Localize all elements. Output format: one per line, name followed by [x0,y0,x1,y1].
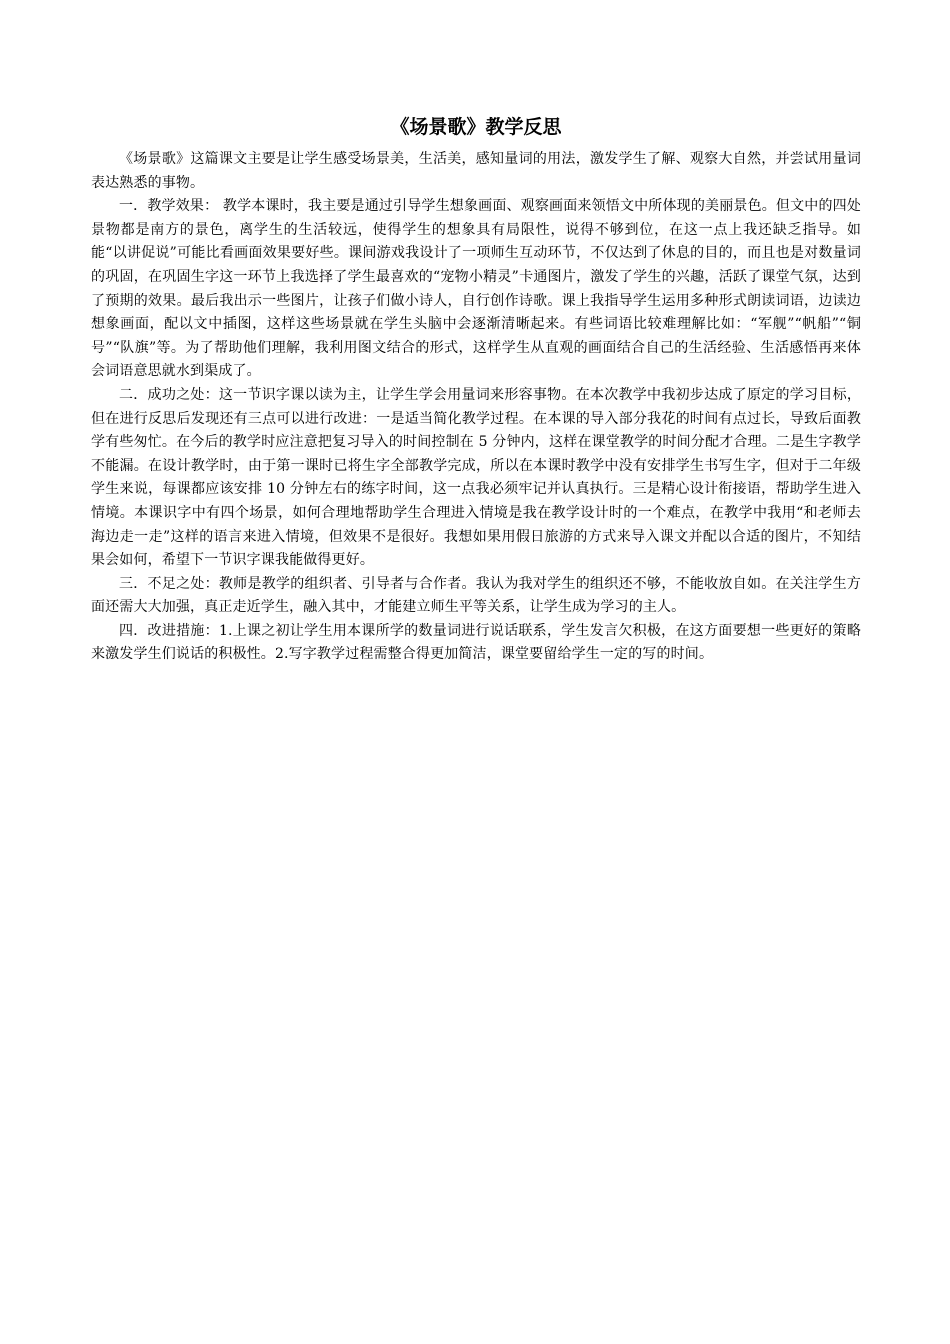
intro-paragraph: 《场景歌》这篇课文主要是让学生感受场景美，生活美，感知量词的用法，激发学生了解、观察大自然，并尝试用量词表达熟悉的事物。 [91,151,861,191]
success-paragraph: 二．成功之处：这一节识字课以读为主，让学生学会用量词来形容事物。在本次教学中我初步达成了原定的学习目标，但在进行反思后发现还有三点可以进行改进：一是适当简化教学过程。在本课的导入部分我花的时间有点过长，导致后面教学有些匆忙。在今后的教学时应注意把复习导入的时间控制在 5 分钟内，这样在课堂教学的时间分配才合理。二是生字教学不能漏。在设计教学时，由于第一课时已将生字全部教学完成，所以在本课时教学中没有安排学生书写生字，但对于二年级学生来说，每课都应该安排 10 分钟左右的练字时间，这一点我必须牢记并认真执行。三是精心设计衔接语，帮助学生进入情境。本课识字中有四个场景，如何合理地帮助学生合理进入情境是我在教学设计时的一个难点，在教学中我用“和老师去海边走一走”这样的语言来进入情境，但效果不是很好。我想如果用假日旅游的方式来导入课文并配以合适的图片，不知结果会如何，希望下一节识字课我能做得更好。 [91,386,861,569]
improvement-paragraph: 四．改进措施：1.上课之初让学生用本课所学的数量词进行说话联系，学生发言欠积极，在这方面要想一些更好的策略来激发学生们说话的积极性。2.写字教学过程需整合得更加简洁，课堂要留给学生一定的写的时间。 [91,622,861,663]
teaching-effect-paragraph: 一．教学效果： 教学本课时，我主要是通过引导学生想象画面、观察画面来领悟文中所体现的美丽景色。但文中的四处景物都是南方的景色，离学生的生活较远，使得学生的想象具有局限性，说得不够到位，在这一点上我还缺乏指导。如能“以讲促说”可能比看画面效果要好些。课间游戏我设计了一项师生互动环节，不仅达到了休息的目的，而且也是对数量词的巩固，在巩固生字这一环节上我选择了学生最喜欢的“宠物小精灵”卡通图片，激发了学生的兴趣，活跃了课堂气氛，达到了预期的效果。最后我出示一些图片，让孩子们做小诗人，自行创作诗歌。课上我指导学生运用多种形式朗读词语，边读边想象画面，配以文中插图，这样这些场景就在学生头脑中会逐渐清晰起来。有些词语比较难理解比如：“军舰”“帆船”“铜号”“队旗”等。为了帮助他们理解，我利用图文结合的形式，这样学生从直观的画面结合自己的生活经验、生活感悟再来体会词语意思就水到渠成了。 [91,198,861,380]
document-body [91,112,861,667]
shortcomings-paragraph: 三．不足之处：教师是教学的组织者、引导者与合作者。我认为我对学生的组织还不够，不能收放自如。在关注学生方面还需大大加强，真正走近学生，融入其中，才能建立师生平等关系，让学生成为学习的主人。 [91,575,861,616]
document-title: 《场景歌》教学反思 [390,116,562,138]
